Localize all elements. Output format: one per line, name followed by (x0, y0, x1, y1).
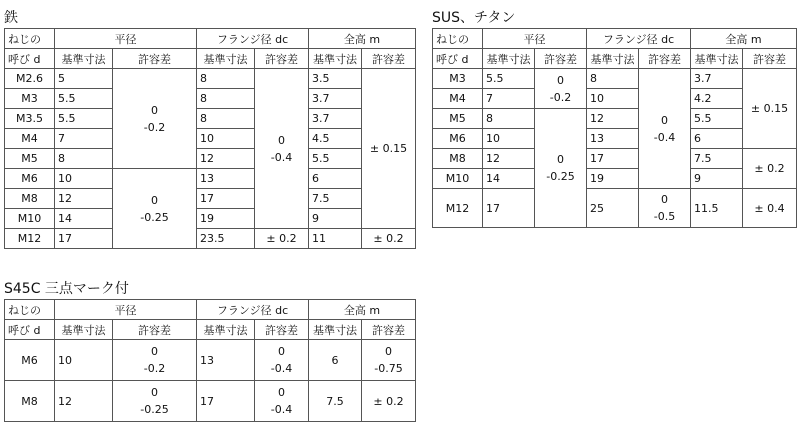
table-row (433, 69, 797, 89)
thread-size: M2.6 (5, 69, 55, 89)
header-nominal: 基準寸法 (55, 49, 113, 69)
header-height: 全高 m (309, 300, 416, 320)
table-row (5, 129, 416, 149)
shank-tolerance (113, 381, 197, 422)
table-title: S45C 三点マーク付 (4, 281, 129, 297)
height-value: 6 (691, 129, 743, 149)
flange-value: 12 (197, 149, 255, 169)
flange-value: 8 (197, 109, 255, 129)
tolerance-upper: 0 (151, 386, 158, 399)
header-nominal: 基準寸法 (483, 49, 535, 69)
shank-tolerance (113, 69, 197, 169)
height-value: 4.2 (691, 89, 743, 109)
shank-value: 12 (55, 189, 113, 209)
height-value: 11.5 (691, 189, 743, 228)
thread-size: M8 (5, 381, 55, 422)
subheader-row (433, 49, 797, 69)
tolerance-lower: -0.25 (546, 170, 575, 183)
flange-value: 13 (197, 340, 255, 381)
shank-value: 12 (55, 381, 113, 422)
header-thread-sub: 呼び d (5, 320, 55, 340)
tolerance-lower: -0.25 (140, 210, 169, 224)
thread-size: M8 (433, 149, 483, 169)
header-tolerance: 許容差 (255, 320, 309, 340)
header-tolerance: 許容差 (255, 49, 309, 69)
header-shank: 平径 (55, 29, 197, 49)
header-shank: 平径 (483, 29, 587, 49)
header-shank: 平径 (55, 300, 197, 320)
spec-table (432, 28, 797, 228)
header-row (433, 29, 797, 49)
header-flange: フランジ径 dc (197, 29, 309, 49)
shank-value: 5.5 (483, 69, 535, 89)
height-tolerance: ± 0.15 (743, 69, 797, 149)
tolerance-lower: -0.2 (143, 362, 166, 375)
table-iron (4, 10, 416, 249)
tolerance-lower: -0.2 (143, 120, 166, 134)
height-tolerance (362, 340, 416, 381)
flange-value: 8 (197, 69, 255, 89)
thread-size: M10 (433, 169, 483, 189)
subheader-row (5, 320, 416, 340)
table-sus-titanium (432, 10, 797, 228)
shank-value: 7 (483, 89, 535, 109)
height-tolerance: ± 0.2 (362, 229, 416, 249)
thread-size: M8 (5, 189, 55, 209)
height-value: 3.7 (309, 89, 362, 109)
header-flange: フランジ径 dc (197, 300, 309, 320)
height-tolerance: ± 0.2 (362, 381, 416, 422)
table-s45c (4, 281, 416, 422)
header-thread: ねじの (5, 29, 55, 49)
shank-tolerance (113, 169, 197, 249)
header-tolerance: 許容差 (535, 49, 587, 69)
header-tolerance: 許容差 (113, 49, 197, 69)
tolerance-upper: 0 (151, 103, 158, 117)
flange-value: 10 (587, 89, 639, 109)
table-row (5, 340, 416, 381)
table-row (5, 89, 416, 109)
flange-value: 12 (587, 109, 639, 129)
height-value: 3.7 (309, 109, 362, 129)
thread-size: M3.5 (5, 109, 55, 129)
subheader-row (5, 49, 416, 69)
flange-value: 23.5 (197, 229, 255, 249)
height-value: 4.5 (309, 129, 362, 149)
table-row (5, 209, 416, 229)
shank-value: 8 (483, 109, 535, 129)
shank-tolerance (535, 69, 587, 109)
height-tolerance: ± 0.15 (362, 69, 416, 229)
flange-tolerance (255, 340, 309, 381)
header-nominal: 基準寸法 (197, 49, 255, 69)
table-row (5, 169, 416, 189)
shank-value: 10 (55, 340, 113, 381)
header-tolerance: 許容差 (113, 320, 197, 340)
shank-value: 12 (483, 149, 535, 169)
thread-size: M6 (5, 169, 55, 189)
height-tolerance: ± 0.2 (743, 149, 797, 189)
height-tolerance: ± 0.4 (743, 189, 797, 228)
tolerance-upper: 0 (278, 345, 285, 358)
height-value: 7.5 (309, 189, 362, 209)
tolerance-upper: 0 (278, 133, 285, 147)
height-value: 7.5 (309, 381, 362, 422)
header-thread-sub: 呼び d (5, 49, 55, 69)
spec-table (4, 299, 416, 422)
header-nominal: 基準寸法 (691, 49, 743, 69)
flange-tolerance (255, 381, 309, 422)
shank-value: 10 (55, 169, 113, 189)
tolerance-lower: -0.4 (270, 150, 293, 164)
tolerance-upper: 0 (557, 73, 564, 87)
tolerance-upper: 0 (661, 113, 668, 127)
table-row (5, 149, 416, 169)
thread-size: M12 (433, 189, 483, 228)
shank-value: 17 (55, 229, 113, 249)
header-nominal: 基準寸法 (309, 49, 362, 69)
tolerance-upper: 0 (151, 193, 158, 207)
flange-value: 19 (587, 169, 639, 189)
spec-table (4, 28, 416, 249)
table-row (5, 109, 416, 129)
shank-value: 17 (483, 189, 535, 228)
header-nominal: 基準寸法 (197, 320, 255, 340)
header-tolerance: 許容差 (362, 49, 416, 69)
height-value: 6 (309, 169, 362, 189)
thread-size: M12 (5, 229, 55, 249)
height-value: 11 (309, 229, 362, 249)
height-value: 6 (309, 340, 362, 381)
table-row (5, 69, 416, 89)
header-thread-sub: 呼び d (433, 49, 483, 69)
shank-tolerance (113, 340, 197, 381)
table-title: SUS、チタン (432, 10, 516, 26)
height-value: 3.7 (691, 69, 743, 89)
table-row (5, 189, 416, 209)
flange-value: 17 (587, 149, 639, 169)
flange-tolerance (639, 189, 691, 228)
table-row (433, 149, 797, 169)
thread-size: M4 (433, 89, 483, 109)
tolerance-upper: 0 (278, 386, 285, 399)
shank-tolerance (535, 109, 587, 228)
thread-size: M5 (5, 149, 55, 169)
height-value: 5.5 (691, 109, 743, 129)
thread-size: M4 (5, 129, 55, 149)
tolerance-lower: -0.75 (374, 362, 403, 375)
header-nominal: 基準寸法 (587, 49, 639, 69)
table-row (433, 89, 797, 109)
table-row (5, 381, 416, 422)
height-value: 3.5 (309, 69, 362, 89)
shank-value: 5 (55, 69, 113, 89)
shank-value: 7 (55, 129, 113, 149)
flange-value: 10 (197, 129, 255, 149)
thread-size: M6 (433, 129, 483, 149)
height-value: 5.5 (309, 149, 362, 169)
header-flange: フランジ径 dc (587, 29, 691, 49)
shank-value: 10 (483, 129, 535, 149)
table-title: 鉄 (4, 10, 18, 26)
flange-value: 17 (197, 381, 255, 422)
header-tolerance: 許容差 (743, 49, 797, 69)
shank-value: 5.5 (55, 109, 113, 129)
tolerance-lower: -0.4 (270, 403, 293, 416)
flange-value: 8 (197, 89, 255, 109)
tolerance-lower: -0.5 (653, 210, 676, 223)
shank-value: 8 (55, 149, 113, 169)
tolerance-lower: -0.4 (270, 362, 293, 375)
header-thread: ねじの (5, 300, 55, 320)
flange-value: 25 (587, 189, 639, 228)
thread-size: M10 (5, 209, 55, 229)
tolerance-upper: 0 (385, 345, 392, 358)
header-tolerance: 許容差 (639, 49, 691, 69)
table-row (433, 109, 797, 129)
tolerance-upper: 0 (151, 345, 158, 358)
thread-size: M6 (5, 340, 55, 381)
flange-value: 13 (587, 129, 639, 149)
height-value: 9 (691, 169, 743, 189)
header-height: 全高 m (691, 29, 797, 49)
flange-value: 19 (197, 209, 255, 229)
tolerance-lower: -0.25 (140, 403, 169, 416)
header-tolerance: 許容差 (362, 320, 416, 340)
shank-value: 14 (483, 169, 535, 189)
header-height: 全高 m (309, 29, 416, 49)
header-row (5, 29, 416, 49)
tolerance-upper: 0 (661, 193, 668, 206)
thread-size: M3 (433, 69, 483, 89)
thread-size: M5 (433, 109, 483, 129)
tolerance-lower: -0.2 (549, 90, 572, 104)
thread-size: M3 (5, 89, 55, 109)
table-row (433, 169, 797, 189)
tolerance-upper: 0 (557, 153, 564, 166)
flange-value: 13 (197, 169, 255, 189)
height-value: 9 (309, 209, 362, 229)
header-nominal: 基準寸法 (55, 320, 113, 340)
flange-tolerance (255, 69, 309, 229)
tolerance-lower: -0.4 (653, 130, 676, 144)
shank-value: 5.5 (55, 89, 113, 109)
table-row (433, 189, 797, 228)
flange-value: 8 (587, 69, 639, 89)
table-row (433, 129, 797, 149)
header-thread: ねじの (433, 29, 483, 49)
shank-value: 14 (55, 209, 113, 229)
table-row (5, 229, 416, 249)
flange-value: 17 (197, 189, 255, 209)
header-nominal: 基準寸法 (309, 320, 362, 340)
header-row (5, 300, 416, 320)
height-value: 7.5 (691, 149, 743, 169)
flange-tolerance (639, 69, 691, 189)
flange-tolerance: ± 0.2 (255, 229, 309, 249)
